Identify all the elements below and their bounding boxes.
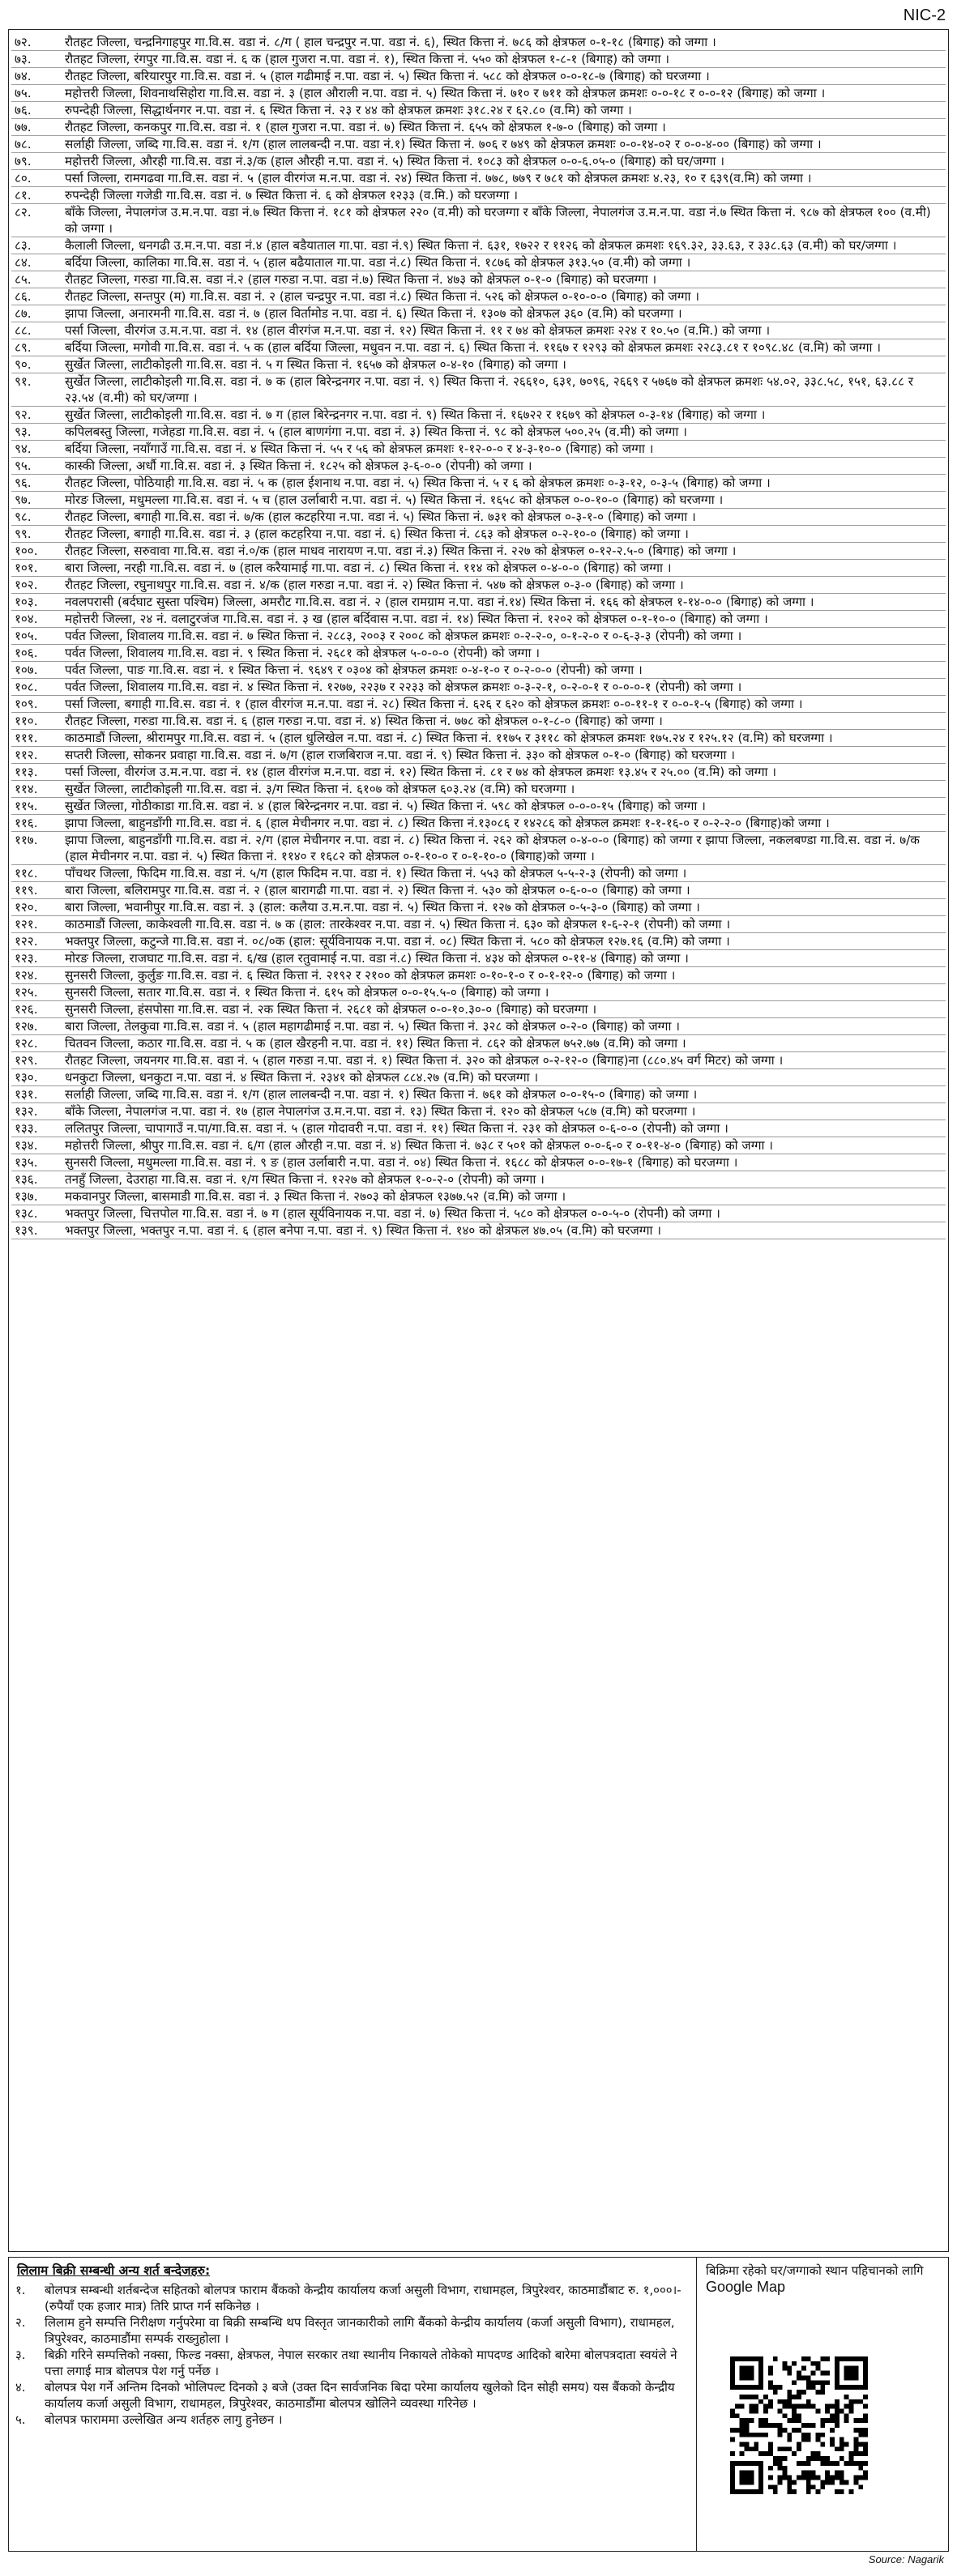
list-item xyxy=(11,34,946,51)
list-item xyxy=(11,170,946,187)
list-item xyxy=(11,865,946,882)
term-text: लिलाम हुने सम्पत्ति निरीक्षण गर्नुपरेमा वा बिक्री सम्बन्धि थप विस्तृत जानकारीको लागि बैंकको केन्द्रीय कार्यालय (कर्जा असुली विभाग), राधामहल, त्रिपुरेश्वर, काठमाडौंमा सम्पर्क राख्नुहोला । xyxy=(45,2315,675,2346)
item-number: १३८. xyxy=(15,1206,38,1221)
page-id: NIC-2 xyxy=(903,6,946,24)
item-text: रौतहट जिल्ला, पोठियाही गा.वि.स. वडा नं. ५ क (हाल ईशनाथ न.पा. वडा नं. ५) स्थित कित्ता नं. ५ र ६ को क्षेत्रफल क्रमशः ०-३-१२, ०-३-५ (बिगाह) को जग्गा । xyxy=(65,476,771,490)
list-item xyxy=(11,645,946,662)
list-item xyxy=(11,882,946,899)
item-text: रौतहट जिल्ला, चन्द्रनिगाहपुर गा.वि.स. वडा नं. ८/ग ( हाल चन्द्रपुर न.पा. वडा नं. ६), स्थित कित्ता नं. ७८६ को क्षेत्रफल ०-१-१८ (बिगाह) को जग्गा । xyxy=(65,35,716,49)
list-item xyxy=(11,237,946,254)
item-text: नवलपरासी (बर्दघाट सुस्ता पश्चिम) जिल्ला, अमरौट गा.वि.स. वडा नं. २ (हाल रामग्राम न.पा. वडा नं.१४) स्थित कित्ता नं. १६६ को क्षेत्रफल १-१४-०-० (बिगाह) को जग्गा । xyxy=(65,595,814,609)
item-number: ९४. xyxy=(15,441,32,456)
item-number: ९३. xyxy=(15,424,32,439)
list-item xyxy=(11,1086,946,1103)
item-text: काठमाडौं जिल्ला, काकेश्वली गा.वि.स. वडा नं. ७ क (हाल: तारकेश्वर न.पा. वडा नं. ५) स्थित कित्ता नं. ६३० को क्षेत्रफल १-६-२-१ (रोपनी) को जग्गा । xyxy=(65,917,731,932)
item-text: सुर्खेत जिल्ला, लाटीकोइली गा.वि.स. वडा नं. ७ ग (हाल बिरेन्द्रनगर न.पा. वडा नं. ९) स्थित कित्ता नं. १६७२२ र १६७९ को क्षेत्रफल ०-३-१४ (बिगाह) को जग्गा । xyxy=(65,407,766,422)
list-item xyxy=(11,1052,946,1069)
item-text: रौतहट जिल्ला, सन्तपुर (म) गा.वि.स. वडा नं. २ (हाल चन्द्रपुर न.पा. वडा नं.८) स्थित कित्ता नं. ५२६ को क्षेत्रफल ०-१०-०-० (बिगाह) को जग्गा । xyxy=(65,289,700,304)
list-item xyxy=(11,916,946,933)
list-item xyxy=(11,492,946,509)
list-item xyxy=(11,798,946,815)
item-text: सुनसरी जिल्ला, मधुमल्ला गा.वि.स. वडा नं. ९ ङ (हाल उर्लाबारी न.पा. वडा नं. ०४) स्थित कित्ता नं. १६८८ को क्षेत्रफल ०-०-१७-१ (बिगाह) को घरजग्गा । xyxy=(65,1155,738,1170)
list-item xyxy=(11,254,946,271)
item-number: १३२. xyxy=(15,1104,38,1119)
item-text: मोरङ जिल्ला, राजघाट गा.वि.स. वडा नं. ६/ख (हाल रतुवामाई न.पा. वडा नं.८) स्थित कित्ता नं. ४३४ को क्षेत्रफल ०-११-४ (बिगाह) को जग्गा । xyxy=(65,951,689,966)
item-number: ७२. xyxy=(15,35,32,49)
list-item xyxy=(11,577,946,594)
list-item xyxy=(11,950,946,967)
term-number: १. xyxy=(15,2283,26,2297)
item-text: पर्सा जिल्ला, बगाही गा.वि.स. वडा नं. १ (हाल वीरगंज म.न.पा. वडा नं. २८) स्थित कित्ता नं. ६२६ र ६२० को क्षेत्रफल क्रमशः ०-०-११-१ र ०-०-१-५ (बिगाह) को जग्गा । xyxy=(65,697,803,711)
list-item xyxy=(11,136,946,153)
list-item xyxy=(11,1171,946,1188)
item-text: मोरङ जिल्ला, मधुमल्ला गा.वि.स. वडा नं. ५ च (हाल उर्लाबारी न.पा. वडा नं. ५) स्थित कित्ता नं. १६५८ को क्षेत्रफल ०-०-१०-० (बिगाह) को घरजग्गा । xyxy=(65,493,724,507)
item-text: सप्तरी जिल्ला, सोकनर प्रवाहा गा.वि.स. वडा नं. ७/ग (हाल राजबिराज न.पा. वडा नं. ९) स्थित कित्ता नं. ३३० को क्षेत्रफल ०-१-० (बिगाह) को घरजग्गा । xyxy=(65,748,736,762)
item-text: रौतहट जिल्ला, रघुनाथपुर गा.वि.स. वडा नं. ४/क (हाल गरुडा न.पा. वडा नं. २) स्थित कित्ता नं. ५४७ को क्षेत्रफल ०-३-० (बिगाह) को जग्गा । xyxy=(65,578,684,592)
list-item xyxy=(11,933,946,950)
item-text: पर्सा जिल्ला, वीरगंज उ.म.न.पा. वडा नं. १४ (हाल वीरगंज म.न.पा. वडा नं. १२) स्थित कित्ता नं. ११ र ७४ को क्षेत्रफल क्रमशः २२४ र १०.५० (व.मि.) को जग्गा । xyxy=(65,323,771,338)
item-text: बारा जिल्ला, बलिरामपुर गा.वि.स. वडा नं. २ (हाल बारागढी गा.पा. वडा नं. २) स्थित कित्ता नं. ५३० को क्षेत्रफल ०-६-०-० (बिगाह) को जग्गा । xyxy=(65,883,690,898)
list-item xyxy=(11,1103,946,1120)
item-text: रौतहट जिल्ला, सरुवावा गा.वि.स. वडा नं.०/क (हाल माधव नारायण न.पा. वडा नं.३) स्थित कित्ता नं. २२७ को क्षेत्रफल ०-१२-२.५-० (बिगाह) को जग्गा । xyxy=(65,544,737,558)
item-text: बारा जिल्ला, भवानीपुर गा.वि.स. वडा नं. ३ (हाल: कलैया उ.म.न.पा. वडा नं. ५) स्थित कित्ता नं. १२७ को क्षेत्रफल ०-५-३-० (बिगाह) को जग्गा । xyxy=(65,900,700,915)
item-number: ९१. xyxy=(15,374,32,389)
item-text: सुर्खेत जिल्ला, लाटीकोइली गा.वि.स. वडा नं. ५ ग स्थित कित्ता नं. १६५७ को क्षेत्रफल ०-४-१० (बिगाह) को जग्गा । xyxy=(65,357,566,372)
list-item xyxy=(11,730,946,747)
item-text: रौतहट जिल्ला, बगाही गा.वि.स. वडा नं. ७/क (हाल कटहरिया न.पा. वडा नं. ५) स्थित कित्ता नं. ७३१ को क्षेत्रफल ०-३-१-० (बिगाह) को जग्गा । xyxy=(65,510,696,524)
list-item xyxy=(11,1120,946,1137)
list-item xyxy=(11,407,946,424)
item-text: सुर्खेत जिल्ला, लाटीकोइली गा.वि.स. वडा नं. ७ क (हाल बिरेन्द्रनगर न.पा. वडा नं. ९) स्थित कित्ता नं. २६६१०, ६३१, ७०९६, २६६९ र ५७६७ को क्षेत्रफल क्रमशः ५४.०२, ३३८.५८, १५१, ६३.८८ र २३.५४ (व.मी) को घर/जग्गा । xyxy=(65,374,913,405)
item-text: भक्तपुर जिल्ला, कटुन्जे गा.वि.स. वडा नं. ०८/०क (हाल: सूर्यविनायक न.पा. वडा नं. ०८) स्थित कित्ता नं. ५८० को क्षेत्रफल १२७.१६ (व.मि) को जग्गा । xyxy=(65,934,730,949)
list-item xyxy=(11,594,946,611)
item-number: ८८. xyxy=(15,323,32,338)
item-number: १०६. xyxy=(15,646,38,660)
item-number: ११३. xyxy=(15,765,38,779)
list-item xyxy=(11,1035,946,1052)
item-number: ९२. xyxy=(15,407,32,422)
list-item xyxy=(11,509,946,526)
item-number: ११६. xyxy=(15,816,38,830)
item-text: पाँचथर जिल्ला, फिदिम गा.वि.स. वडा नं. ५/ग (हाल फिदिम न.पा. वडा नं. १) स्थित कित्ता नं. ५५३ को क्षेत्रफल ५-५-२-३ (रोपनी) को जग्गा । xyxy=(65,866,687,881)
item-text: पर्सा जिल्ला, रामगढवा गा.वि.स. वडा नं. ५ (हाल वीरगंज म.न.पा. वडा नं. २४) स्थित कित्ता नं. ७७८, ७७९ र ७८१ को क्षेत्रफल क्रमशः ४.२३, १० र ६३९(व.मि) को जग्गा । xyxy=(65,171,812,186)
term-item xyxy=(9,2412,696,2428)
item-number: १०४. xyxy=(15,612,38,626)
item-number: ९९. xyxy=(15,527,32,541)
list-item xyxy=(11,339,946,356)
list-item xyxy=(11,815,946,832)
item-text: मकवानपुर जिल्ला, बासमाडी गा.वि.स. वडा नं. ३ स्थित कित्ता नं. २७०३ को क्षेत्रफल १३७७.५२ (व.मि) को जग्गा । xyxy=(65,1189,566,1204)
item-number: १३५. xyxy=(15,1155,38,1170)
list-item xyxy=(11,102,946,119)
item-text: पर्वत जिल्ला, शिवालय गा.वि.स. वडा नं. ९ स्थित कित्ता नं. २६८१ को क्षेत्रफल ५-०-०-० (रोपनी) को जग्गा । xyxy=(65,646,540,660)
item-text: ललितपुर जिल्ला, चापागाउँ न.पा/गा.वि.स. वडा नं. ५ (हाल गोदावरी न.पा. वडा नं. ११) स्थित कित्ता नं. २३१ को क्षेत्रफल ०-६-०-० (रोपनी) को जग्गा । xyxy=(65,1121,728,1136)
item-number: १२०. xyxy=(15,900,38,915)
list-item xyxy=(11,967,946,984)
list-item xyxy=(11,119,946,136)
list-item xyxy=(11,475,946,492)
item-number: १११. xyxy=(15,731,38,745)
term-number: ४. xyxy=(15,2380,26,2395)
item-number: १२४. xyxy=(15,968,38,983)
list-item xyxy=(11,288,946,305)
list-item xyxy=(11,1069,946,1086)
item-text: पर्वत जिल्ला, पाङ गा.वि.स. वडा नं. १ स्थित कित्ता नं. ९६४९ र ०३०४ को क्षेत्रफल क्रमशः ०-४-१-० र ०-२-०-० (रोपनी) को जग्गा । xyxy=(65,663,643,677)
item-text: बर्दिया जिल्ला, नयाँगाउँ गा.वि.स. वडा नं. ४ स्थित कित्ता नं. ५५ र ५६ को क्षेत्रफल क्रमशः १-१२-०-० र ४-३-१०-० (बिगाह) को जग्गा । xyxy=(65,441,654,456)
property-list xyxy=(11,34,946,1239)
item-text: रुपन्देही जिल्ला, सिद्धार्थनगर न.पा. वडा नं. ६ स्थित कित्ता नं. २३ र ४४ को क्षेत्रफल क्रमशः ३१८.२४ र ६२.८० (व.मि) को जग्गा । xyxy=(65,103,632,117)
source-credit: Source: Nagarik xyxy=(868,2553,944,2565)
item-number: १३७. xyxy=(15,1189,38,1204)
item-text: बाँके जिल्ला, नेपालगंज न.पा. वडा नं. १७ (हाल नेपालगंज उ.म.न.पा. वडा नं. १३) स्थित कित्ता नं. १२० को क्षेत्रफल ५८७ (व.मि) को घरजग्गा । xyxy=(65,1104,696,1119)
item-number: ९७. xyxy=(15,493,32,507)
list-item xyxy=(11,713,946,730)
list-item xyxy=(11,1001,946,1018)
item-number: ११८. xyxy=(15,866,38,881)
list-item xyxy=(11,1222,946,1239)
item-number: ९०. xyxy=(15,357,32,372)
list-item xyxy=(11,747,946,764)
item-text: सुनसरी जिल्ला, हंसपोसा गा.वि.स. वडा नं. २क स्थित कित्ता नं. २६८१ को क्षेत्रफल ०-०-१०.३०-० (बिगाह) को घरजग्गा । xyxy=(65,1002,597,1017)
map-box xyxy=(698,2258,948,2551)
item-number: १२७. xyxy=(15,1019,38,1034)
item-text: बारा जिल्ला, नरही गा.वि.स. वडा नं. ७ (हाल करैयामाई गा.पा. वडा नं. ८) स्थित कित्ता नं. ११४ को क्षेत्रफल ०-४-०-० (बिगाह) को जग्गा । xyxy=(65,561,672,575)
list-item xyxy=(11,832,946,865)
item-number: ८१. xyxy=(15,188,32,203)
item-number: १२२. xyxy=(15,934,38,949)
item-text: महोत्तरी जिल्ला, शिवनाथसिहोरा गा.वि.स. वडा नं. ३ (हाल औराली न.पा. वडा नं. ५) स्थित कित्ता नं. ७१० र ७११ को क्षेत्रफल क्रमशः ०-०-१८ र ०-०-१२ (बिगाह) को जग्गा । xyxy=(65,86,826,100)
list-item xyxy=(11,441,946,458)
item-number: ८५. xyxy=(15,272,32,287)
qr-code-icon[interactable] xyxy=(730,2356,868,2494)
terms-title: लिलाम बिक्री सम्बन्धी अन्य शर्त बन्देजहरु: xyxy=(17,2263,211,2278)
item-number: ११९. xyxy=(15,883,38,898)
list-item xyxy=(11,662,946,679)
list-item xyxy=(11,899,946,916)
item-number: १३४. xyxy=(15,1138,38,1153)
item-number: १२९. xyxy=(15,1053,38,1068)
item-number: ८०. xyxy=(15,171,32,186)
item-text: पर्वत जिल्ला, शिवालय गा.वि.स. वडा नं. ७ स्थित कित्ता नं. २८८३, २००३ र २००८ को क्षेत्रफल क्रमशः ०-२-२-०, ०-१-२-० र ०-६-३-३ (रोपनी) को जग्गा । xyxy=(65,629,742,643)
item-number: ११७. xyxy=(15,833,38,847)
item-text: कैलाली जिल्ला, धनगढी उ.म.न.पा. वडा नं.४ (हाल बडैयाताल गा.पा. वडा नं.९) स्थित कित्ता नं. ६३१, १७२२ र ११२६ को क्षेत्रफल क्रमशः १६९.३२, ३३.६३, र ३३८.६३ (व.मी) को घर/जग्गा । xyxy=(65,238,897,253)
item-number: १०३. xyxy=(15,595,38,609)
list-item xyxy=(11,373,946,407)
item-text: बारा जिल्ला, तेलकुवा गा.वि.स. वडा नं. ५ (हाल महागढीमाई न.पा. वडा नं. ५) स्थित कित्ता नं. ३२८ को क्षेत्रफल ०-२-० (बिगाह) को जग्गा । xyxy=(65,1019,680,1034)
item-text: सुनसरी जिल्ला, कुर्लुङ गा.वि.स. वडा नं. ६ स्थित कित्ता नं. २१९२ र २१०० को क्षेत्रफल क्रमशः ०-१०-१-० र ०-१-१२-० (बिगाह) को जग्गा । xyxy=(65,968,676,983)
list-item xyxy=(11,543,946,560)
item-number: १००. xyxy=(15,544,38,558)
item-text: महोत्तरी जिल्ला, श्रीपुर गा.वि.स. वडा नं. ६/ग (हाल औरही न.पा. वडा नं. ४) स्थित कित्ता नं. ७३८ र ५०१ को क्षेत्रफल ०-०-६-० र ०-११-४-० (बिगाह) को जग्गा । xyxy=(65,1138,774,1153)
terms-list xyxy=(9,2282,696,2428)
item-text: झापा जिल्ला, बाहुनडाँगी गा.वि.स. वडा नं. २/ग (हाल मेचीनगर न.पा. वडा नं. ८) स्थित कित्ता नं. २६२ को क्षेत्रफल ०-४-०-० (बिगाह) को जग्गा र झापा जिल्ला, नकलबण्डा गा.वि.स. वडा नं. ७/क (हाल मेचीनगर न.पा. वडा नं. ५) स्थित कित्ता नं. ११४० र १६८२ को क्षेत्रफल ०-१-१०-० र ०-१-१०-० (बिगाह)को जग्गा । xyxy=(65,833,920,864)
item-number: ७९. xyxy=(15,154,32,168)
item-text: सुर्खेत जिल्ला, गोठीकाडा गा.वि.स. वडा नं. ४ (हाल बिरेन्द्रनगर न.पा. वडा नं. ५) स्थित कित्ता नं. ५९८ को क्षेत्रफल ०-०-०-१५ (बिगाह) को जग्गा । xyxy=(65,799,706,813)
list-item xyxy=(11,611,946,628)
item-text: काठमाडौं जिल्ला, श्रीरामपुर गा.वि.स. वडा नं. ५ (हाल धुलिखेल न.पा. वडा नं. ८) स्थित कित्ता नं. ११७५ र ३११८ को क्षेत्रफल क्रमशः १७५.२४ र १२५.१२ (व.मि) को घरजग्गा । xyxy=(65,731,833,745)
list-item xyxy=(11,1188,946,1205)
list-item xyxy=(11,458,946,475)
terms-box xyxy=(9,2258,697,2551)
item-number: ९८. xyxy=(15,510,32,524)
term-item xyxy=(9,2379,696,2412)
item-text: रौतहट जिल्ला, रंगपुर गा.वि.स. वडा नं. ६ क (हाल गुजरा न.पा. वडा नं. १), स्थित कित्ता नं. ५५० को क्षेत्रफल १-८-१ (बिगाह) को जग्गा । xyxy=(65,52,670,66)
list-item xyxy=(11,271,946,288)
item-text: सर्लाही जिल्ला, जब्दि गा.वि.स. वडा नं. १/ग (हाल लालबन्दी न.पा. वडा नं. १) स्थित कित्ता नं. ७६१ को क्षेत्रफल ०-०-१५-० (बिगाह) को जग्गा । xyxy=(65,1087,698,1102)
item-number: १०५. xyxy=(15,629,38,643)
item-text: कास्की जिल्ला, अर्धौ गा.वि.स. वडा नं. ३ स्थित कित्ता नं. १८२५ को क्षेत्रफल ३-६-०-० (रोपनी) को जग्गा । xyxy=(65,458,532,473)
item-text: रौतहट जिल्ला, गरुडा गा.वि.स. वडा नं. ६ (हाल गरुडा न.पा. वडा नं. ४) स्थित कित्ता नं. ७७८ को क्षेत्रफल ०-१-८-० (बिगाह) को जग्गा । xyxy=(65,714,663,728)
list-item xyxy=(11,356,946,373)
list-item xyxy=(11,153,946,170)
map-label: Google Map xyxy=(706,2279,786,2295)
item-number: १०८. xyxy=(15,680,38,694)
list-item xyxy=(11,85,946,102)
bottom-section xyxy=(8,2257,949,2552)
term-item xyxy=(9,2282,696,2314)
term-number: ५. xyxy=(15,2412,26,2427)
item-text: बाँके जिल्ला, नेपालगंज उ.म.न.पा. वडा नं.७ स्थित कित्ता नं. १८१ को क्षेत्रफल २२० (व.मी) को घरजग्गा र बाँके जिल्ला, नेपालगंज उ.म.न.पा. वडा नं.७ स्थित कित्ता नं. ९८७ को क्षेत्रफल १०० (व.मी) को जग्गा । xyxy=(65,205,931,236)
item-text: भक्तपुर जिल्ला, भक्तपुर न.पा. वडा नं. ६ (हाल बनेपा न.पा. वडा नं. ९) स्थित कित्ता नं. १४० को क्षेत्रफल ४७.०५ (व.मि) को घरजग्गा । xyxy=(65,1223,662,1238)
item-text: सर्लाही जिल्ला, जब्दि गा.वि.स. वडा नं. १/ग (हाल लालबन्दी न.पा. वडा नं.१) स्थित कित्ता नं. ७०६ र ७४९ को क्षेत्रफल क्रमशः ०-०-१४-०२ र ०-०-४-०० (बिगाह) को जग्गा । xyxy=(65,137,822,151)
item-number: ७४. xyxy=(15,69,32,83)
item-number: १२३. xyxy=(15,951,38,966)
list-item xyxy=(11,628,946,645)
item-text: भक्तपुर जिल्ला, चित्तपोल गा.वि.स. वडा नं. ७ ग (हाल सूर्यविनायक न.पा. वडा नं. ७) स्थित कित्ता नं. ५८० को क्षेत्रफल ०-०-५-० (रोपनी) को जग्गा । xyxy=(65,1206,720,1221)
item-text: बर्दिया जिल्ला, मगोवी गा.वि.स. वडा नं. ५ क (हाल बर्दिया जिल्ला, मधुवन न.पा. वडा नं. ६) स्थित कित्ता नं. ११६७ र १२९३ को क्षेत्रफल क्रमशः २२८३.८१ र १०९८.४८ (व.मि) को जग्गा । xyxy=(65,340,882,355)
item-number: १०१. xyxy=(15,561,38,575)
item-text: रौतहट जिल्ला, जयनगर गा.वि.स. वडा नं. ५ (हाल गरुडा न.पा. वडा नं. १) स्थित कित्ता नं. ३२० को क्षेत्रफल ०-२-१२-० (बिगाह)ना (८८०.४५ वर्ग मिटर) को जग्गा । xyxy=(65,1053,784,1068)
list-item xyxy=(11,696,946,713)
item-number: ८७. xyxy=(15,306,32,321)
item-number: ७३. xyxy=(15,52,32,66)
item-text: रौतहट जिल्ला, बरियारपुर गा.वि.स. वडा नं. ५ (हाल गढीमाई न.पा. वडा नं. ५) स्थित कित्ता नं. ५८८ को क्षेत्रफल ०-०-१८-७ (बिगाह) को घरजग्गा । xyxy=(65,69,710,83)
item-text: सुनसरी जिल्ला, सतार गा.वि.स. वडा नं. १ स्थित कित्ता नं. ६१५ को क्षेत्रफल ०-०-१५.५-० (बिगाह) को जग्गा । xyxy=(65,985,549,1000)
term-text: बिक्री गरिने सम्पत्तिको नक्सा, फिल्ड नक्सा, क्षेत्रफल, नेपाल सरकार तथा स्थानीय निकायले तोकेको मापदण्ड आदिको बारेमा बोलपत्रदाता स्वयंले ने पत्ता लगाई मात्र बोलपत्र पेश गर्नु पर्नेछ । xyxy=(45,2348,677,2378)
list-item xyxy=(11,204,946,237)
item-text: बर्दिया जिल्ला, कालिका गा.वि.स. वडा नं. ५ (हाल बढैयाताल गा.पा. वडा नं.८) स्थित कित्ता नं. १८७६ को क्षेत्रफल ३१३.५० (व.मी) को जग्गा । xyxy=(65,255,691,270)
item-number: १०७. xyxy=(15,663,38,677)
list-item xyxy=(11,781,946,798)
item-number: १२५. xyxy=(15,985,38,1000)
item-number: ८२. xyxy=(15,205,32,220)
list-item xyxy=(11,526,946,543)
item-number: ९६. xyxy=(15,476,32,490)
map-caption: बिक्रिमा रहेको घर/जग्गाको स्थान पहिचानको लागि xyxy=(706,2263,924,2278)
term-text: बोलपत्र पेश गर्ने अन्तिम दिनको भोलिपल्ट दिनको ३ बजे (उक्त दिन सार्वजनिक बिदा परेमा कार्यालय खुलेको दिन सोही समय) यस बैंकको केन्द्रीय कार्यालय कर्जा असुली विभाग, राधामहल, त्रिपुरेश्वर, काठमाडौंमा बोलपत्र खोलिने व्यवस्था गरिनेछ । xyxy=(45,2380,675,2411)
item-text: सुर्खेत जिल्ला, लाटीकोइली गा.वि.स. वडा नं. ३/ग स्थित कित्ता नं. ६१०७ को क्षेत्रफल ६०३.२४ (व.मि) को घरजग्गा । xyxy=(65,782,575,796)
list-item xyxy=(11,984,946,1001)
item-number: ८४. xyxy=(15,255,32,270)
list-item xyxy=(11,1154,946,1171)
item-number: १३९. xyxy=(15,1223,38,1238)
item-text: रुपन्देही जिल्ला गजेडी गा.वि.स. वडा नं. ७ स्थित कित्ता नं. ६ को क्षेत्रफल १२३३ (व.मि.) को घरजग्गा । xyxy=(65,188,519,203)
item-text: पर्सा जिल्ला, वीरगंज उ.म.न.पा. वडा नं. १४ (हाल वीरगंज म.न.पा. वडा नं. १२) स्थित कित्ता नं. ८१ र ७४ को क्षेत्रफल क्रमशः १३.४५ र २५.०० (व.मि) को जग्गा । xyxy=(65,765,777,779)
item-number: १३०. xyxy=(15,1070,38,1085)
item-number: ७८. xyxy=(15,137,32,151)
list-item xyxy=(11,322,946,339)
list-item xyxy=(11,305,946,322)
item-text: रौतहट जिल्ला, बगाही गा.वि.स. वडा नं. ३ (हाल कटहरिया न.पा. वडा नं. ६) स्थित कित्ता नं. ८६३ को क्षेत्रफल ०-२-१०-० (बिगाह) को जग्गा । xyxy=(65,527,689,541)
item-number: १३६. xyxy=(15,1172,38,1187)
item-number: ११४. xyxy=(15,782,38,796)
list-item xyxy=(11,560,946,577)
term-number: ३. xyxy=(15,2348,26,2362)
list-item xyxy=(11,679,946,696)
list-item xyxy=(11,1018,946,1035)
item-number: ७६. xyxy=(15,103,32,117)
list-item xyxy=(11,187,946,204)
item-number: १२१. xyxy=(15,917,38,932)
item-text: महोत्तरी जिल्ला, औरही गा.वि.स. वडा नं.३/क (हाल औरही न.पा. वडा नं. ५) स्थित कित्ता नं. १०८३ को क्षेत्रफल ०-०-६.०५-० (बिगाह) को घर/जग्गा । xyxy=(65,154,725,168)
item-number: ११५. xyxy=(15,799,38,813)
item-text: चितवन जिल्ला, कठार गा.वि.स. वडा नं. ५ क (हाल खैरहनी न.पा. वडा नं. ११) स्थित कित्ता नं. ८६२ को क्षेत्रफल ७५२.७७ (व.मि) को जग्गा । xyxy=(65,1036,686,1051)
item-text: महोत्तरी जिल्ला, २४ नं. वलाटुरजंज गा.वि.स. वडा नं. ३ ख (हाल बर्दिवास न.पा. वडा नं. १४) स्थित कित्ता नं. १२०२ को क्षेत्रफल ०-१-१०-० (बिगाह) को जग्गा । xyxy=(65,612,768,626)
item-number: १०२. xyxy=(15,578,38,592)
item-text: पर्वत जिल्ला, शिवालय गा.वि.स. वडा नं. ४ स्थित कित्ता नं. १२७७, २२३७ र २२३३ को क्षेत्रफल क्रमशः ०-३-२-१, ०-२-०-१ र ०-०-०-१ (रोपनी) को जग्गा । xyxy=(65,680,742,694)
item-text: झापा जिल्ला, बाहुनडाँगी गा.वि.स. वडा नं. ६ (हाल मेचीनगर न.पा. वडा नं. ८) स्थित कित्ता नं.१३०८६ र १४२८६ को क्षेत्रफल क्रमशः १-१-१६-० र ०-२-२-० (बिगाह)को जग्गा । xyxy=(65,816,830,830)
term-item xyxy=(9,2347,696,2379)
item-text: रौतहट जिल्ला, गरुडा गा.वि.स. वडा नं.२ (हाल गरुडा न.पा. वडा नं.७) स्थित कित्ता नं. ४७३ को क्षेत्रफल ०-१-० (बिगाह) को घरजग्गा । xyxy=(65,272,657,287)
item-number: १०९. xyxy=(15,697,38,711)
item-number: ८६. xyxy=(15,289,32,304)
item-number: ९५. xyxy=(15,458,32,473)
term-text: बोलपत्र सम्बन्धी शर्तबन्देज सहितको बोलपत्र फाराम बैंकको केन्द्रीय कार्यालय कर्जा असुली विभाग, राधामहल, त्रिपुरेश्वर, काठमाडौंबाट रु. १,०००।- (रुपैयाँ एक हजार मात्र) तिरि प्राप्त गर्न सकिनेछ । xyxy=(45,2283,681,2314)
item-number: १२६. xyxy=(15,1002,38,1017)
list-item xyxy=(11,68,946,85)
item-number: ११२. xyxy=(15,748,38,762)
item-number: ८९. xyxy=(15,340,32,355)
list-item xyxy=(11,1137,946,1154)
item-text: तनहुँ जिल्ला, देउराहा गा.वि.स. वडा नं. १/ग स्थित कित्ता नं. १२२७ को क्षेत्रफल १-०-२-० (रोपनी) को जग्गा । xyxy=(65,1172,545,1187)
item-number: ७५. xyxy=(15,86,32,100)
term-text: बोलपत्र फाराममा उल्लेखित अन्य शर्तहरु लागु हुनेछन । xyxy=(45,2412,283,2427)
item-number: ७७. xyxy=(15,120,32,134)
item-text: धनकुटा जिल्ला, धनकुटा न.पा. वडा नं. ४ स्थित कित्ता नं. २३४१ को क्षेत्रफल ८८४.२७ (व.मि) को घरजग्गा । xyxy=(65,1070,539,1085)
list-item xyxy=(11,51,946,68)
list-item xyxy=(11,764,946,781)
item-text: रौतहट जिल्ला, कनकपुर गा.वि.स. वडा नं. १ (हाल गुजरा न.पा. वडा नं. ७) स्थित कित्ता नं. ६५५ को क्षेत्रफल १-७-० (बिगाह) को जग्गा । xyxy=(65,120,666,134)
item-number: १३१. xyxy=(15,1087,38,1102)
list-item xyxy=(11,424,946,441)
item-number: १३३. xyxy=(15,1121,38,1136)
list-item xyxy=(11,1205,946,1222)
item-number: १२८. xyxy=(15,1036,38,1051)
item-text: झापा जिल्ला, अनारमनी गा.वि.स. वडा नं. ७ (हाल विर्तामोड न.पा. वडा नं. ६) स्थित कित्ता नं. १३०७ को क्षेत्रफल ३६० (व.मि) को घरजग्गा । xyxy=(65,306,682,321)
term-number: २. xyxy=(15,2315,26,2330)
item-number: ८३. xyxy=(15,238,32,253)
term-item xyxy=(9,2314,696,2347)
item-number: ११०. xyxy=(15,714,38,728)
item-text: कपिलबस्तु जिल्ला, गजेहडा गा.वि.स. वडा नं. ५ (हाल बाणगंगा न.पा. वडा नं. ३) स्थित कित्ता नं. ९८ को क्षेत्रफल ५००.२५ (व.मी) को जग्गा । xyxy=(65,424,687,439)
